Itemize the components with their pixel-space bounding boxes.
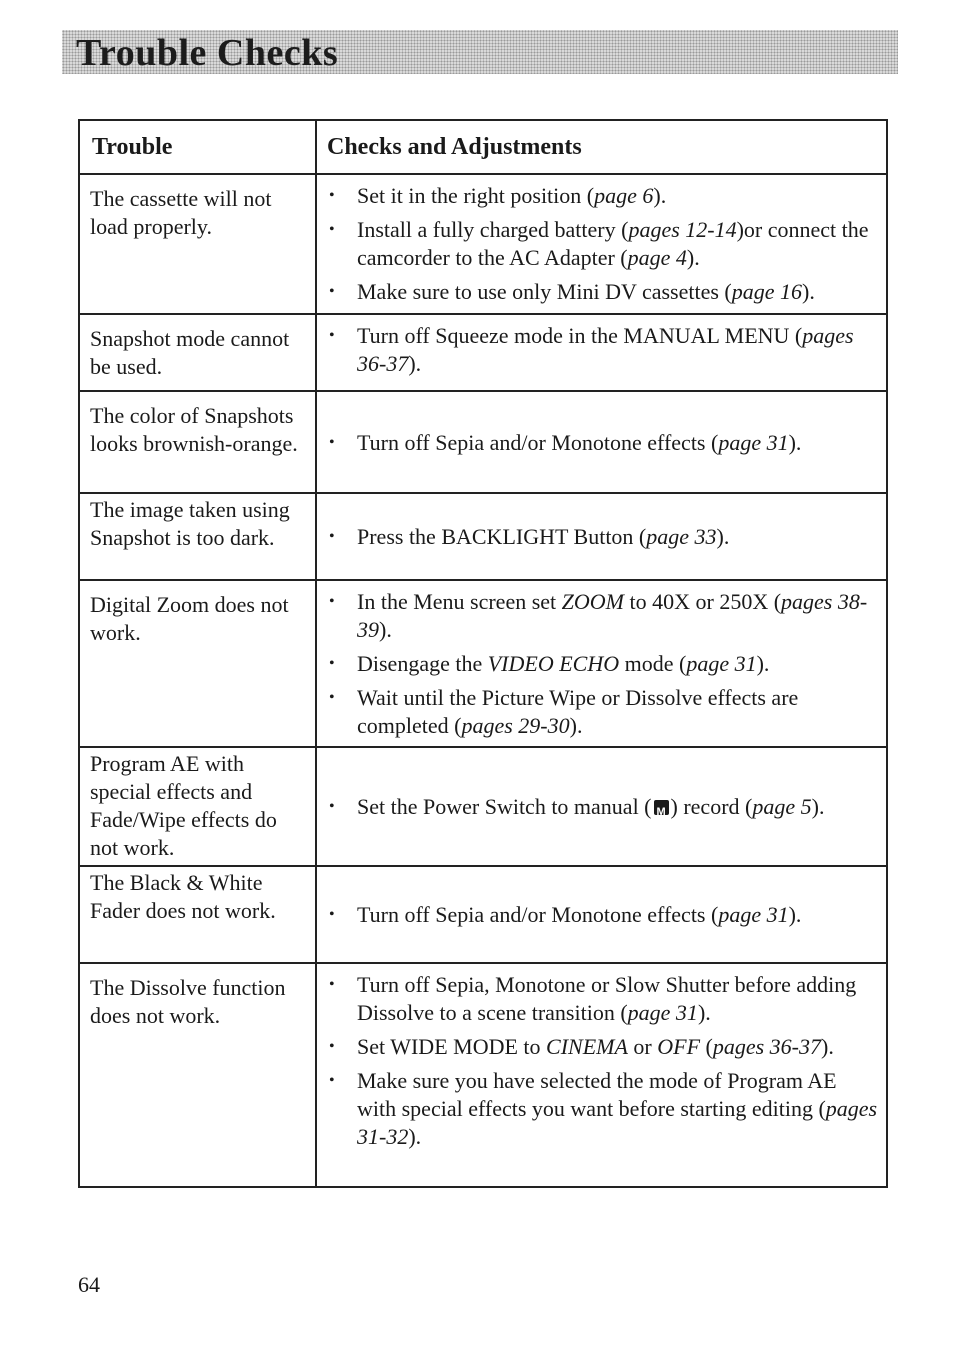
- trouble-checks-table: [78, 119, 888, 1188]
- italic-text: OFF: [657, 1034, 701, 1059]
- trouble-cell: The cassette will not load properly.: [79, 174, 316, 314]
- table-row: [79, 963, 887, 1187]
- page-number: 64: [78, 1272, 100, 1297]
- check-item: [317, 901, 878, 929]
- italic-text: pages 36-37: [712, 1034, 821, 1059]
- italic-text: VIDEO ECHO: [487, 651, 620, 676]
- italic-text: pages 38-39: [357, 589, 868, 642]
- check-text: Install a fully charged battery (: [357, 217, 629, 242]
- checks-cell: [316, 866, 887, 963]
- table-row: [79, 866, 887, 963]
- italic-text: ZOOM: [561, 589, 624, 614]
- check-item: [317, 429, 878, 457]
- checks-cell: [316, 493, 887, 580]
- check-text: Make sure you have selected the mode of Program AE with special effects you want before starting editing (: [357, 1068, 837, 1121]
- table-row: [79, 493, 887, 580]
- check-text: Turn off Squeeze mode in the MANUAL MENU (: [357, 323, 803, 348]
- check-item: [317, 588, 878, 644]
- checks-cell: [316, 174, 887, 314]
- italic-text: page 5: [752, 794, 812, 819]
- italic-text: page 4: [627, 245, 687, 270]
- check-item: [317, 322, 878, 378]
- italic-text: page 31: [718, 429, 789, 455]
- table-row: [79, 391, 887, 493]
- check-text: (: [700, 1034, 713, 1059]
- checks-list: [317, 182, 878, 306]
- check-text: or: [627, 1034, 658, 1059]
- check-text: )or connect the camcorder to the AC Adapter (: [357, 217, 869, 270]
- checks-list: [317, 793, 878, 821]
- italic-text: page 6: [594, 183, 654, 208]
- check-text: ).: [802, 279, 815, 304]
- check-text: ).: [686, 245, 700, 270]
- check-item: [317, 793, 878, 821]
- italic-text: pages 29-30: [461, 713, 570, 738]
- check-text: ).: [408, 1124, 422, 1149]
- check-text: In the Menu screen set: [357, 589, 562, 614]
- table-row: [79, 747, 887, 866]
- checks-list: [317, 429, 878, 457]
- italic-text: page 31: [686, 651, 757, 676]
- italic-text: page 31: [627, 1000, 698, 1025]
- check-text: ).: [788, 902, 802, 927]
- page-title: Trouble Checks: [76, 32, 339, 74]
- manual-mode-icon: [654, 800, 669, 815]
- checks-cell: [316, 747, 887, 866]
- check-text: to 40X or 250X (: [624, 589, 782, 614]
- check-text: Disengage the: [357, 651, 488, 676]
- checks-cell: [316, 314, 887, 391]
- check-text: ).: [569, 713, 583, 738]
- table-header-row: [79, 120, 887, 174]
- header-trouble: Trouble: [79, 120, 316, 174]
- check-text: Press the BACKLIGHT Button (: [357, 524, 647, 549]
- check-text: Turn off Sepia and/or Monotone effects (: [357, 902, 719, 927]
- check-item: [317, 278, 878, 306]
- check-text: ).: [379, 617, 392, 642]
- check-item: [317, 1067, 878, 1151]
- check-item: [317, 650, 878, 678]
- title-banner: [62, 30, 898, 74]
- italic-text: page 16: [731, 279, 803, 304]
- check-text: ).: [788, 429, 802, 455]
- check-item: [317, 182, 878, 210]
- check-item: [317, 684, 878, 740]
- check-text: Wait until the Picture Wipe or Dissolve effects are completed (: [357, 685, 799, 738]
- check-text: Turn off Sepia and/or Monotone effects (: [357, 429, 719, 455]
- checks-list: [317, 971, 878, 1151]
- italic-text: pages 36-37: [357, 323, 854, 376]
- trouble-cell: The Black & White Fader does not work.: [79, 866, 316, 963]
- check-text: ) record (: [670, 794, 753, 819]
- check-text: Turn off Sepia, Monotone or Slow Shutter before adding Dissolve to a scene transition (: [357, 972, 857, 1025]
- check-text: ).: [697, 1000, 711, 1025]
- check-text: Set WIDE MODE to: [357, 1034, 547, 1059]
- check-text: ).: [821, 1034, 834, 1059]
- trouble-cell: Snapshot mode cannot be used.: [79, 314, 316, 391]
- italic-text: CINEMA: [546, 1034, 628, 1059]
- header-checks: Checks and Adjustments: [316, 120, 887, 174]
- check-item: [317, 971, 878, 1027]
- italic-text: pages 12-14: [628, 217, 737, 242]
- checks-cell: [316, 391, 887, 493]
- check-item: [317, 1033, 878, 1061]
- check-text: Make sure to use only Mini DV cassettes (: [357, 279, 732, 304]
- checks-list: [317, 322, 878, 378]
- check-text: Set it in the right position (: [357, 183, 595, 208]
- checks-list: [317, 588, 878, 740]
- trouble-cell: The Dissolve function does not work.: [79, 963, 316, 1187]
- check-text: ).: [408, 351, 422, 376]
- checks-list: [317, 523, 878, 551]
- table-row: [79, 314, 887, 391]
- table-row: [79, 174, 887, 314]
- trouble-cell: Digital Zoom does not work.: [79, 580, 316, 747]
- check-item: [317, 216, 878, 272]
- check-text: ).: [716, 524, 730, 549]
- trouble-cell: The image taken using Snapshot is too dark.: [79, 493, 316, 580]
- trouble-cell: Program AE with special effects and Fade/Wipe effects do not work.: [79, 747, 316, 866]
- check-text: ).: [653, 183, 667, 208]
- italic-text: page 31: [718, 902, 789, 927]
- check-text: Set the Power Switch to manual (: [357, 794, 652, 819]
- checks-cell: [316, 580, 887, 747]
- italic-text: pages 31-32: [357, 1096, 878, 1149]
- trouble-cell: The color of Snapshots looks brownish-orange.: [79, 391, 316, 493]
- check-text: mode (: [619, 651, 687, 676]
- check-item: [317, 523, 878, 551]
- table-row: [79, 580, 887, 747]
- checks-list: [317, 901, 878, 929]
- check-text: ).: [811, 794, 825, 819]
- check-text: ).: [756, 651, 770, 676]
- checks-cell: [316, 963, 887, 1187]
- italic-text: page 33: [646, 524, 717, 549]
